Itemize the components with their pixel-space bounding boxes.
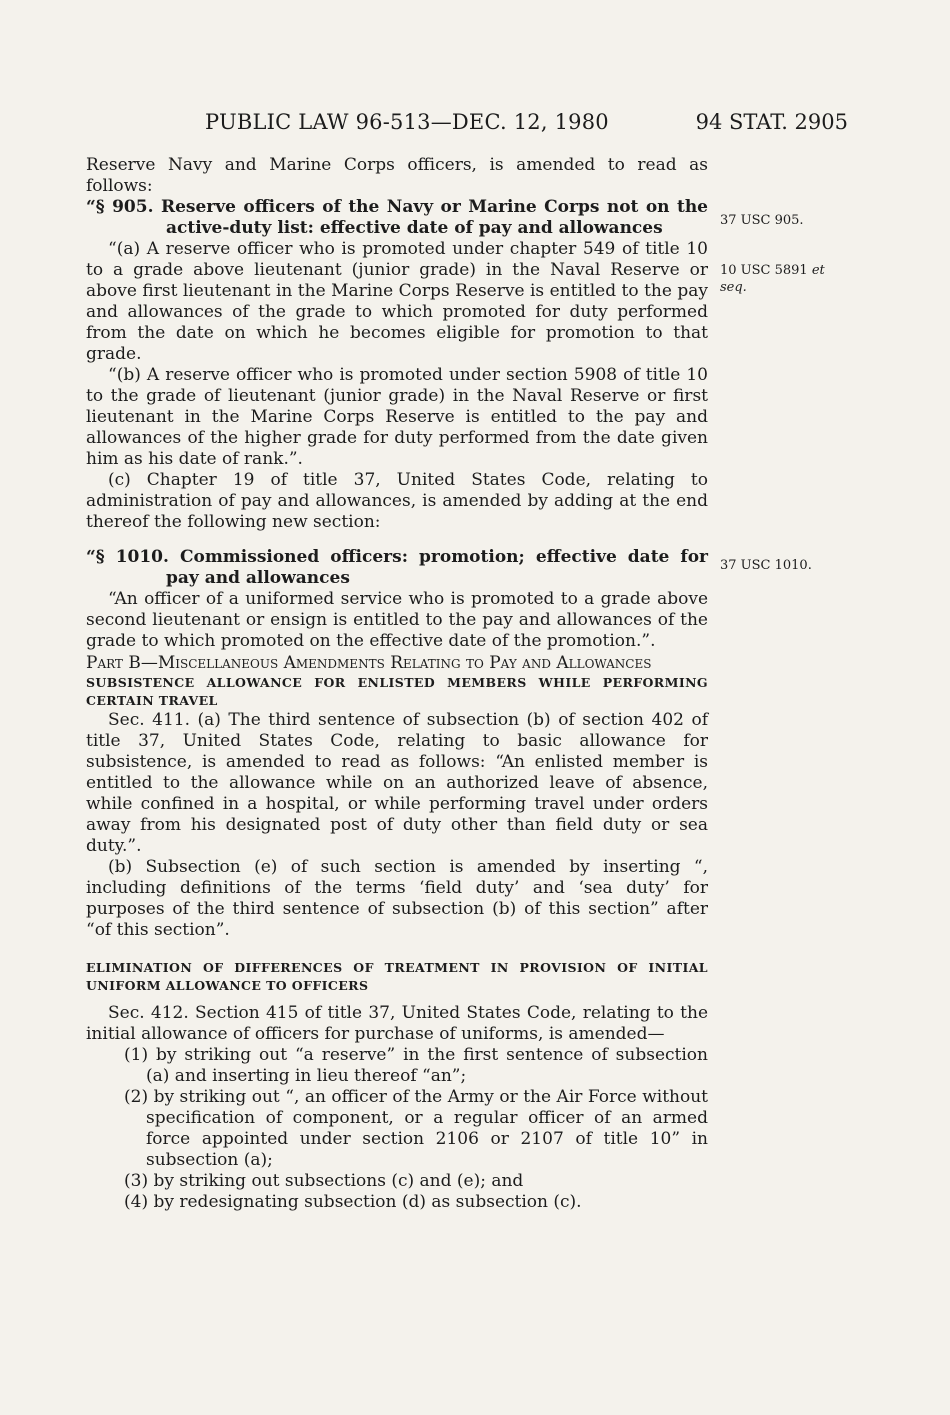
margin-note-10-usc-5891 xyxy=(720,262,830,296)
running-header: PUBLIC LAW 96-513—DEC. 12, 1980 xyxy=(205,110,609,134)
paragraph-c: (c) Chapter 19 of title 37, United States Code, relating to administration of pay and allowances, is amended by adding at the end thereof the following new section: xyxy=(86,470,708,532)
section-412-item-1: (1) by striking out “a reserve” in the first sentence of subsection (a) and inserting in lieu thereof “an”; xyxy=(124,1045,708,1086)
margin-note-citation: 10 USC 5891 xyxy=(720,263,808,278)
subsistence-allowance-heading: SUBSISTENCE ALLOWANCE FOR ENLISTED MEMBERS WHILE PERFORMING CERTAIN TRAVEL xyxy=(86,675,708,708)
part-b-heading: Part B—Miscellaneous Amendments Relating to Pay and Allowances xyxy=(86,653,652,673)
section-412-item-2: (2) by striking out “, an officer of the Army or the Air Force without specification of component, or a regular officer of an armed force appointed under section 2106 or 2107 of title 10” in subsection (a); xyxy=(124,1087,708,1170)
margin-note-et-seq: et seq. xyxy=(720,263,825,295)
section-1010-text: “An officer of a uniformed service who is promoted to a grade above second lieutenant or ensign is entitled to the pay and allowances of the grade to which promoted on the effective date of the promotion.”. xyxy=(86,589,708,651)
section-411-a: Sec. 411. (a) The third sentence of subsection (b) of section 402 of title 37, United States Code, relating to basic allowance for subsistence, is amended to read as follows: “An enlisted member is entitled to the allowance while on an authorized leave of absence, while confined in a hospital, or while performing travel under orders away from his designated post of duty other than field duty or sea duty.”. xyxy=(86,710,708,856)
uniform-allowance-heading: ELIMINATION OF DIFFERENCES OF TREATMENT IN PROVISION OF INITIAL UNIFORM ALLOWANCE TO OFFICERS xyxy=(86,960,708,993)
section-412: Sec. 412. Section 415 of title 37, United States Code, relating to the initial allowance of officers for purchase of uniforms, is amended— xyxy=(86,1003,708,1044)
intro-paragraph: Reserve Navy and Marine Corps officers, is amended to read as follows: xyxy=(86,155,708,196)
section-411-b: (b) Subsection (e) of such section is amended by inserting “, including definitions of the terms ‘field duty’ and ‘sea duty’ for purposes of the third sentence of subsection (b) of this section” after “of this section”. xyxy=(86,857,708,940)
section-905-heading: “§ 905. Reserve officers of the Navy or Marine Corps not on the active-duty list: effective date of pay and allowances xyxy=(86,197,708,238)
section-412-item-3: (3) by striking out subsections (c) and (e); and xyxy=(124,1171,524,1191)
section-412-item-4: (4) by redesignating subsection (d) as subsection (c). xyxy=(124,1192,582,1212)
page-stat-number: 94 STAT. 2905 xyxy=(695,110,848,134)
document-body xyxy=(86,155,708,1213)
section-1010-heading: “§ 1010. Commissioned officers: promotion; effective date for pay and allowances xyxy=(86,547,708,588)
margin-note-37-usc-905: 37 USC 905. xyxy=(720,213,804,228)
margin-note-37-usc-1010: 37 USC 1010. xyxy=(720,558,812,573)
section-905-subsection-b: “(b) A reserve officer who is promoted under section 5908 of title 10 to the grade of lieutenant (junior grade) in the Naval Reserve or first lieutenant in the Marine Corps Reserve is entitled to the pay and allowances of the higher grade for duty performed from the date given him as his date of rank.”. xyxy=(86,365,708,469)
section-905-subsection-a: “(a) A reserve officer who is promoted under chapter 549 of title 10 to a grade above lieutenant (junior grade) in the Naval Reserve or above first lieutenant in the Marine Corps Reserve is entitled to the pay and allowances of the grade to which promoted for duty performed from the date on which he becomes eligible for promotion to that grade. xyxy=(86,239,708,364)
